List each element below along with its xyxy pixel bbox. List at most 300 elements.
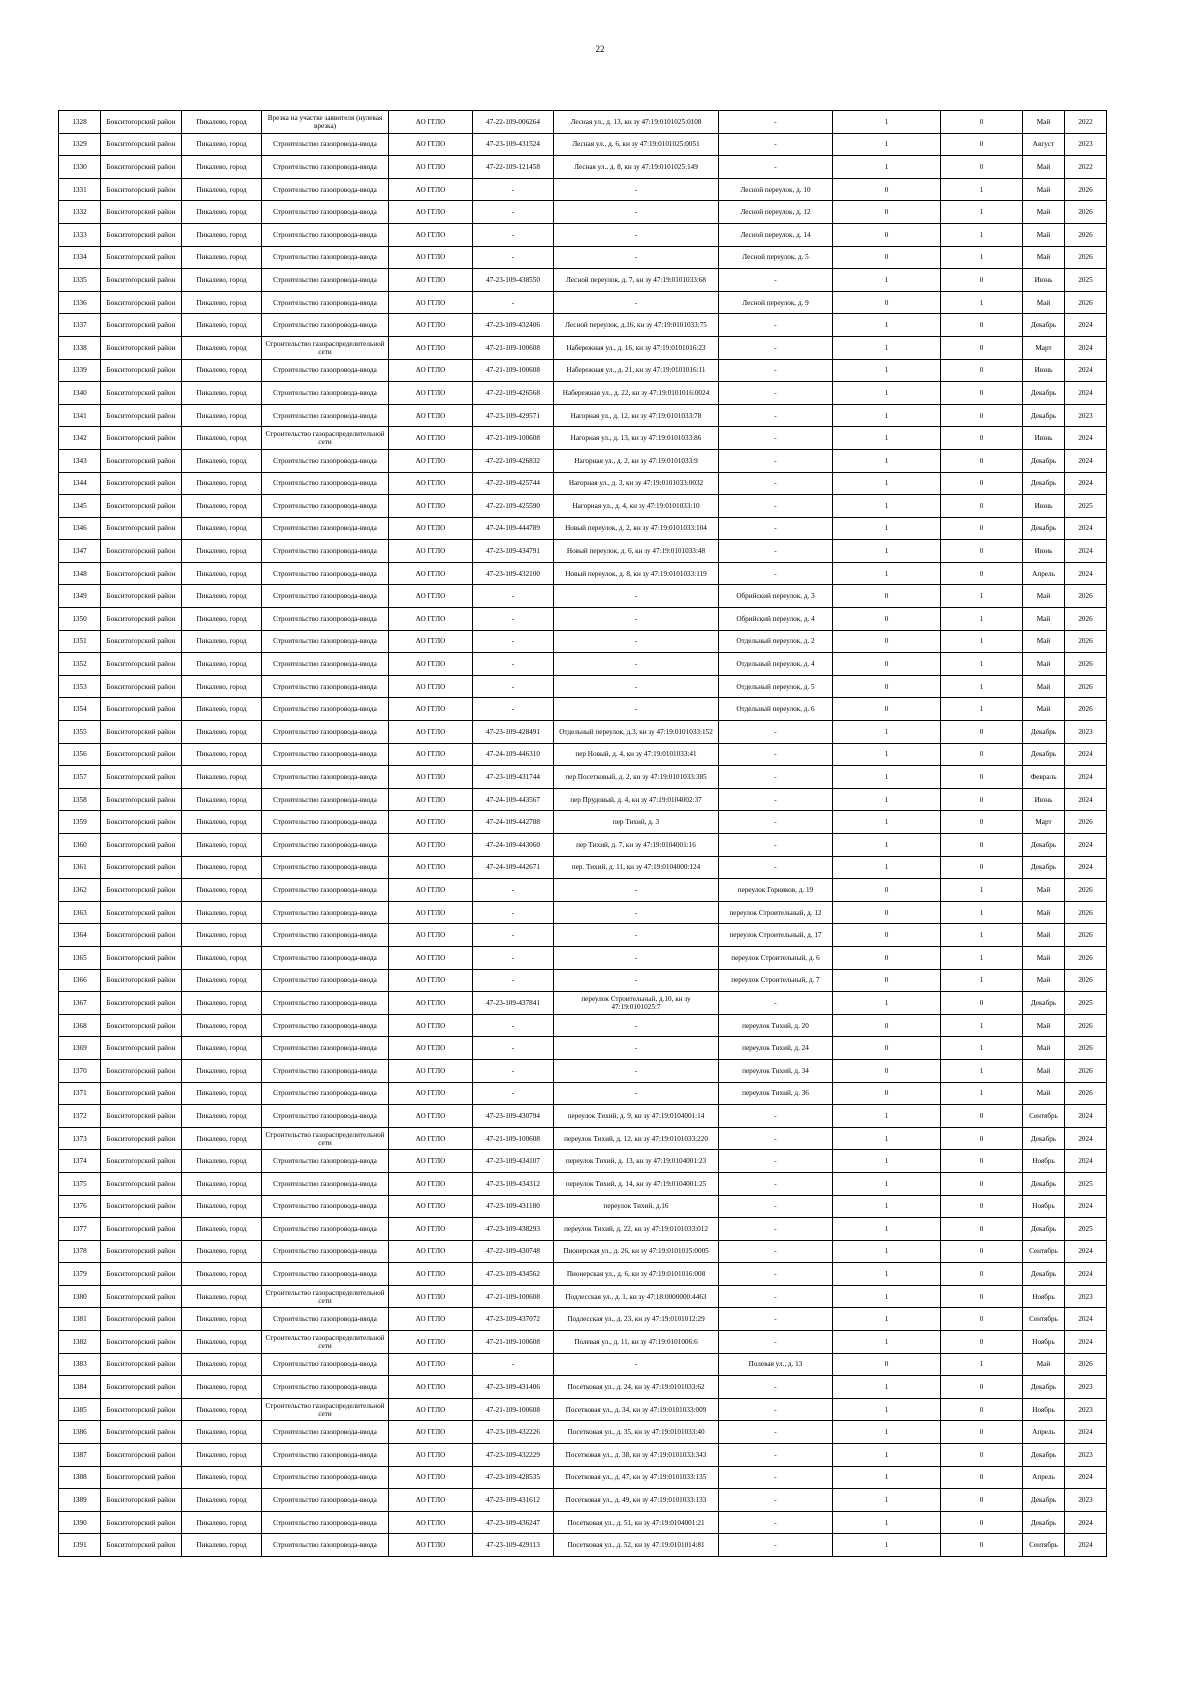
count-without-contract-cell: 0: [941, 314, 1023, 337]
table-row: [59, 834, 1107, 857]
count-without-contract-cell: 0: [941, 1466, 1023, 1489]
address-cell: -: [719, 1172, 833, 1195]
application-number-cell: -: [473, 291, 554, 314]
district-cell: Бокситогорский район: [101, 1444, 182, 1467]
address-cadastral-cell: Лесная ул., д. 6, кн зу 47:19:0101025:0051: [554, 133, 719, 156]
address-cell: -: [719, 766, 833, 789]
district-cell: Бокситогорский район: [101, 743, 182, 766]
count-without-contract-cell: 0: [941, 517, 1023, 540]
address-cell: -: [719, 517, 833, 540]
row-number-cell: 1335: [59, 269, 101, 292]
year-cell: 2025: [1065, 992, 1107, 1015]
count-with-contract-cell: 1: [833, 111, 941, 134]
table-row: [59, 1444, 1107, 1467]
count-without-contract-cell: 1: [941, 178, 1023, 201]
application-number-cell: 47-21-109-100608: [473, 336, 554, 359]
page-number: 22: [595, 44, 605, 54]
table-row: [59, 675, 1107, 698]
address-cadastral-cell: Посетковая ул., д. 49, кн зу 47:19:0101033:133: [554, 1489, 719, 1512]
count-with-contract-cell: 0: [833, 223, 941, 246]
count-with-contract-cell: 0: [833, 1353, 941, 1376]
month-cell: Март: [1023, 811, 1065, 834]
district-cell: Бокситогорский район: [101, 314, 182, 337]
address-cell: -: [719, 269, 833, 292]
count-with-contract-cell: 1: [833, 1127, 941, 1150]
application-number-cell: 47-23-109-434562: [473, 1263, 554, 1286]
month-cell: Май: [1023, 1059, 1065, 1082]
year-cell: 2024: [1065, 743, 1107, 766]
address-cadastral-cell: -: [554, 630, 719, 653]
count-with-contract-cell: 1: [833, 517, 941, 540]
row-number-cell: 1389: [59, 1489, 101, 1512]
work-type-cell: Строительство газопровода-ввода: [262, 608, 389, 631]
address-cell: -: [719, 856, 833, 879]
address-cell: Лесной переулок, д. 12: [719, 201, 833, 224]
district-cell: Бокситогорский район: [101, 449, 182, 472]
work-type-cell: Строительство газопровода-ввода: [262, 1444, 389, 1467]
address-cell: Лесной переулок, д. 14: [719, 223, 833, 246]
table-row: [59, 1421, 1107, 1444]
address-cell: Отдельный переулок, д. 2: [719, 630, 833, 653]
address-cell: -: [719, 1398, 833, 1421]
work-type-cell: Строительство газопровода-ввода: [262, 946, 389, 969]
year-cell: 2026: [1065, 630, 1107, 653]
work-type-cell: Строительство газопровода-ввода: [262, 721, 389, 744]
organization-cell: АО ГГЛО: [389, 585, 473, 608]
application-number-cell: -: [473, 946, 554, 969]
count-without-contract-cell: 1: [941, 901, 1023, 924]
organization-cell: АО ГГЛО: [389, 1308, 473, 1331]
work-type-cell: Строительство газопровода-ввода: [262, 856, 389, 879]
address-cadastral-cell: Пионерская ул., д. 26, кн зу 47:19:0101015:0005: [554, 1240, 719, 1263]
settlement-cell: Пикалево, город: [182, 1059, 262, 1082]
count-without-contract-cell: 0: [941, 788, 1023, 811]
year-cell: 2023: [1065, 1489, 1107, 1512]
count-without-contract-cell: 1: [941, 924, 1023, 947]
count-without-contract-cell: 0: [941, 449, 1023, 472]
application-number-cell: 47-22-109-121458: [473, 156, 554, 179]
application-number-cell: 47-24-109-443567: [473, 788, 554, 811]
count-without-contract-cell: 1: [941, 608, 1023, 631]
count-without-contract-cell: 1: [941, 201, 1023, 224]
count-without-contract-cell: 0: [941, 766, 1023, 789]
address-cadastral-cell: Новый переулок, д. 2, кн зу 47:19:0101033:104: [554, 517, 719, 540]
year-cell: 2024: [1065, 382, 1107, 405]
settlement-cell: Пикалево, город: [182, 1014, 262, 1037]
work-type-cell: Строительство газопровода-ввода: [262, 992, 389, 1015]
count-without-contract-cell: 0: [941, 743, 1023, 766]
count-without-contract-cell: 0: [941, 1105, 1023, 1128]
work-type-cell: Строительство газопровода-ввода: [262, 540, 389, 563]
application-number-cell: 47-22-109-425590: [473, 495, 554, 518]
settlement-cell: Пикалево, город: [182, 314, 262, 337]
count-with-contract-cell: 1: [833, 1444, 941, 1467]
address-cadastral-cell: -: [554, 201, 719, 224]
year-cell: 2024: [1065, 1511, 1107, 1534]
settlement-cell: Пикалево, город: [182, 1511, 262, 1534]
application-number-cell: 47-24-109-442671: [473, 856, 554, 879]
address-cell: Лесной переулок, д. 10: [719, 178, 833, 201]
district-cell: Бокситогорский район: [101, 1511, 182, 1534]
work-type-cell: Строительство газопровода-ввода: [262, 1014, 389, 1037]
table-row: [59, 721, 1107, 744]
district-cell: Бокситогорский район: [101, 291, 182, 314]
district-cell: Бокситогорский район: [101, 336, 182, 359]
organization-cell: АО ГГЛО: [389, 1150, 473, 1173]
district-cell: Бокситогорский район: [101, 924, 182, 947]
table-row: [59, 1398, 1107, 1421]
count-with-contract-cell: 1: [833, 856, 941, 879]
district-cell: Бокситогорский район: [101, 946, 182, 969]
count-without-contract-cell: 0: [941, 1511, 1023, 1534]
row-number-cell: 1376: [59, 1195, 101, 1218]
settlement-cell: Пикалево, город: [182, 1489, 262, 1512]
district-cell: Бокситогорский район: [101, 901, 182, 924]
organization-cell: АО ГГЛО: [389, 1489, 473, 1512]
work-type-cell: Строительство газопровода-ввода: [262, 404, 389, 427]
row-number-cell: 1351: [59, 630, 101, 653]
month-cell: Декабрь: [1023, 382, 1065, 405]
month-cell: Май: [1023, 156, 1065, 179]
application-number-cell: -: [473, 630, 554, 653]
count-with-contract-cell: 0: [833, 675, 941, 698]
table-row: [59, 1059, 1107, 1082]
address-cadastral-cell: переулок Тихий, д. 13, кн зу 47:19:0104001:23: [554, 1150, 719, 1173]
work-type-cell: Строительство газопровода-ввода: [262, 1466, 389, 1489]
district-cell: Бокситогорский район: [101, 1082, 182, 1105]
count-with-contract-cell: 1: [833, 1331, 941, 1354]
address-cell: -: [719, 133, 833, 156]
row-number-cell: 1333: [59, 223, 101, 246]
count-without-contract-cell: 1: [941, 1082, 1023, 1105]
application-number-cell: 47-23-109-431406: [473, 1376, 554, 1399]
address-cadastral-cell: -: [554, 698, 719, 721]
organization-cell: АО ГГЛО: [389, 495, 473, 518]
address-cell: -: [719, 1489, 833, 1512]
work-type-cell: Строительство газопровода-ввода: [262, 133, 389, 156]
count-with-contract-cell: 0: [833, 1014, 941, 1037]
table-row: [59, 946, 1107, 969]
address-cadastral-cell: Отдельный переулок, д.3, кн зу 47:19:0101033:152: [554, 721, 719, 744]
settlement-cell: Пикалево, город: [182, 969, 262, 992]
application-number-cell: 47-23-109-438550: [473, 269, 554, 292]
count-with-contract-cell: 0: [833, 178, 941, 201]
work-type-cell: Строительство газопровода-ввода: [262, 1172, 389, 1195]
application-number-cell: 47-22-109-426832: [473, 449, 554, 472]
address-cadastral-cell: Полевая ул., д. 11, кн зу 47:19:0101006:6: [554, 1331, 719, 1354]
organization-cell: АО ГГЛО: [389, 1398, 473, 1421]
application-number-cell: 47-23-109-437072: [473, 1308, 554, 1331]
address-cell: -: [719, 721, 833, 744]
address-cadastral-cell: Нагорная ул., д. 4, кн зу 47:19:0101033:10: [554, 495, 719, 518]
address-cell: -: [719, 336, 833, 359]
address-cadastral-cell: Посетковая ул., д. 51, кн зу 47:19:0104001:21: [554, 1511, 719, 1534]
count-without-contract-cell: 0: [941, 1172, 1023, 1195]
address-cell: -: [719, 1511, 833, 1534]
settlement-cell: Пикалево, город: [182, 1398, 262, 1421]
count-without-contract-cell: 0: [941, 1489, 1023, 1512]
count-with-contract-cell: 0: [833, 946, 941, 969]
district-cell: Бокситогорский район: [101, 585, 182, 608]
work-type-cell: Строительство газопровода-ввода: [262, 1240, 389, 1263]
district-cell: Бокситогорский район: [101, 1421, 182, 1444]
work-type-cell: Строительство газопровода-ввода: [262, 1376, 389, 1399]
count-with-contract-cell: 0: [833, 585, 941, 608]
address-cell: -: [719, 1534, 833, 1557]
organization-cell: АО ГГЛО: [389, 879, 473, 902]
application-number-cell: 47-24-109-444789: [473, 517, 554, 540]
work-type-cell: Строительство газораспределительной сети: [262, 427, 389, 450]
count-with-contract-cell: 1: [833, 766, 941, 789]
application-number-cell: 47-23-109-430794: [473, 1105, 554, 1128]
settlement-cell: Пикалево, город: [182, 834, 262, 857]
month-cell: Май: [1023, 246, 1065, 269]
table-row: [59, 1105, 1107, 1128]
month-cell: Ноябрь: [1023, 1331, 1065, 1354]
count-without-contract-cell: 1: [941, 1037, 1023, 1060]
organization-cell: АО ГГЛО: [389, 721, 473, 744]
count-without-contract-cell: 0: [941, 1285, 1023, 1308]
table-row: [59, 901, 1107, 924]
count-without-contract-cell: 0: [941, 856, 1023, 879]
settlement-cell: Пикалево, город: [182, 201, 262, 224]
address-cadastral-cell: переулок Тихий, д.16: [554, 1195, 719, 1218]
year-cell: 2024: [1065, 1331, 1107, 1354]
month-cell: Май: [1023, 924, 1065, 947]
settlement-cell: Пикалево, город: [182, 449, 262, 472]
year-cell: 2024: [1065, 1534, 1107, 1557]
count-without-contract-cell: 0: [941, 721, 1023, 744]
year-cell: 2026: [1065, 1353, 1107, 1376]
settlement-cell: Пикалево, город: [182, 178, 262, 201]
organization-cell: АО ГГЛО: [389, 1172, 473, 1195]
count-without-contract-cell: 0: [941, 1534, 1023, 1557]
year-cell: 2023: [1065, 404, 1107, 427]
month-cell: Май: [1023, 675, 1065, 698]
address-cadastral-cell: переулок Тихий, д. 9, кн зу 47:19:0104001:14: [554, 1105, 719, 1128]
count-with-contract-cell: 0: [833, 1059, 941, 1082]
row-number-cell: 1347: [59, 540, 101, 563]
count-with-contract-cell: 0: [833, 291, 941, 314]
address-cadastral-cell: -: [554, 178, 719, 201]
year-cell: 2026: [1065, 969, 1107, 992]
count-with-contract-cell: 1: [833, 1218, 941, 1241]
settlement-cell: Пикалево, город: [182, 291, 262, 314]
application-number-cell: -: [473, 585, 554, 608]
row-number-cell: 1378: [59, 1240, 101, 1263]
row-number-cell: 1354: [59, 698, 101, 721]
year-cell: 2024: [1065, 314, 1107, 337]
row-number-cell: 1361: [59, 856, 101, 879]
row-number-cell: 1382: [59, 1331, 101, 1354]
district-cell: Бокситогорский район: [101, 1466, 182, 1489]
count-without-contract-cell: 1: [941, 879, 1023, 902]
month-cell: Декабрь: [1023, 743, 1065, 766]
count-without-contract-cell: 0: [941, 811, 1023, 834]
count-without-contract-cell: 1: [941, 1353, 1023, 1376]
year-cell: 2026: [1065, 879, 1107, 902]
count-without-contract-cell: 0: [941, 1195, 1023, 1218]
settlement-cell: Пикалево, город: [182, 1534, 262, 1557]
address-cadastral-cell: Нагорная ул., д. 12, кн зу 47:19:0101033:78: [554, 404, 719, 427]
row-number-cell: 1332: [59, 201, 101, 224]
year-cell: 2026: [1065, 698, 1107, 721]
district-cell: Бокситогорский район: [101, 1127, 182, 1150]
row-number-cell: 1368: [59, 1014, 101, 1037]
address-cadastral-cell: переулок Тихий, д. 22, кн зу 47:19:0101033:012: [554, 1218, 719, 1241]
count-with-contract-cell: 1: [833, 449, 941, 472]
organization-cell: АО ГГЛО: [389, 1105, 473, 1128]
year-cell: 2025: [1065, 1218, 1107, 1241]
count-with-contract-cell: 1: [833, 1308, 941, 1331]
organization-cell: АО ГГЛО: [389, 608, 473, 631]
month-cell: Май: [1023, 901, 1065, 924]
table-row: [59, 1489, 1107, 1512]
settlement-cell: Пикалево, город: [182, 901, 262, 924]
address-cadastral-cell: -: [554, 1082, 719, 1105]
settlement-cell: Пикалево, город: [182, 1195, 262, 1218]
table-row: [59, 562, 1107, 585]
count-with-contract-cell: 1: [833, 721, 941, 744]
row-number-cell: 1386: [59, 1421, 101, 1444]
organization-cell: АО ГГЛО: [389, 743, 473, 766]
settlement-cell: Пикалево, город: [182, 111, 262, 134]
application-number-cell: -: [473, 901, 554, 924]
organization-cell: АО ГГЛО: [389, 1285, 473, 1308]
organization-cell: АО ГГЛО: [389, 1511, 473, 1534]
work-type-cell: Строительство газопровода-ввода: [262, 562, 389, 585]
year-cell: 2026: [1065, 1059, 1107, 1082]
address-cell: -: [719, 1285, 833, 1308]
settlement-cell: Пикалево, город: [182, 675, 262, 698]
settlement-cell: Пикалево, город: [182, 1218, 262, 1241]
application-number-cell: 47-21-109-100608: [473, 1398, 554, 1421]
work-type-cell: Строительство газопровода-ввода: [262, 314, 389, 337]
table-row: [59, 540, 1107, 563]
count-with-contract-cell: 1: [833, 1285, 941, 1308]
district-cell: Бокситогорский район: [101, 1534, 182, 1557]
count-with-contract-cell: 0: [833, 1082, 941, 1105]
row-number-cell: 1365: [59, 946, 101, 969]
work-type-cell: Строительство газопровода-ввода: [262, 291, 389, 314]
application-number-cell: 47-22-109-426568: [473, 382, 554, 405]
row-number-cell: 1369: [59, 1037, 101, 1060]
settlement-cell: Пикалево, город: [182, 246, 262, 269]
row-number-cell: 1370: [59, 1059, 101, 1082]
address-cell: -: [719, 1105, 833, 1128]
address-cell: -: [719, 743, 833, 766]
row-number-cell: 1372: [59, 1105, 101, 1128]
count-with-contract-cell: 0: [833, 969, 941, 992]
year-cell: 2024: [1065, 359, 1107, 382]
address-cadastral-cell: -: [554, 246, 719, 269]
district-cell: Бокситогорский район: [101, 1398, 182, 1421]
row-number-cell: 1377: [59, 1218, 101, 1241]
year-cell: 2024: [1065, 1421, 1107, 1444]
table-row: [59, 1127, 1107, 1150]
address-cell: переулок Тихий, д. 24: [719, 1037, 833, 1060]
work-type-cell: Строительство газопровода-ввода: [262, 698, 389, 721]
month-cell: Декабрь: [1023, 449, 1065, 472]
organization-cell: АО ГГЛО: [389, 246, 473, 269]
count-without-contract-cell: 0: [941, 1421, 1023, 1444]
count-without-contract-cell: 0: [941, 404, 1023, 427]
address-cell: -: [719, 1218, 833, 1241]
year-cell: 2026: [1065, 1037, 1107, 1060]
settlement-cell: Пикалево, город: [182, 472, 262, 495]
application-number-cell: 47-23-109-438293: [473, 1218, 554, 1241]
application-number-cell: -: [473, 223, 554, 246]
year-cell: 2023: [1065, 721, 1107, 744]
address-cell: Полевая ул., д. 13: [719, 1353, 833, 1376]
settlement-cell: Пикалево, город: [182, 269, 262, 292]
row-number-cell: 1349: [59, 585, 101, 608]
district-cell: Бокситогорский район: [101, 178, 182, 201]
address-cell: -: [719, 156, 833, 179]
work-type-cell: Врезка на участке заявителя (нулевая врезка): [262, 111, 389, 134]
count-without-contract-cell: 0: [941, 1150, 1023, 1173]
address-cell: переулок Строительный, д. 12: [719, 901, 833, 924]
count-with-contract-cell: 0: [833, 630, 941, 653]
organization-cell: АО ГГЛО: [389, 856, 473, 879]
work-type-cell: Строительство газопровода-ввода: [262, 1059, 389, 1082]
month-cell: Декабрь: [1023, 834, 1065, 857]
row-number-cell: 1338: [59, 336, 101, 359]
count-without-contract-cell: 0: [941, 156, 1023, 179]
table-row: [59, 1014, 1107, 1037]
row-number-cell: 1342: [59, 427, 101, 450]
work-type-cell: Строительство газопровода-ввода: [262, 246, 389, 269]
year-cell: 2025: [1065, 269, 1107, 292]
count-without-contract-cell: 0: [941, 472, 1023, 495]
row-number-cell: 1385: [59, 1398, 101, 1421]
district-cell: Бокситогорский район: [101, 1014, 182, 1037]
district-cell: Бокситогорский район: [101, 653, 182, 676]
table-row: [59, 1172, 1107, 1195]
address-cell: -: [719, 472, 833, 495]
settlement-cell: Пикалево, город: [182, 1444, 262, 1467]
month-cell: Март: [1023, 336, 1065, 359]
row-number-cell: 1371: [59, 1082, 101, 1105]
table-row: [59, 111, 1107, 134]
organization-cell: АО ГГЛО: [389, 698, 473, 721]
settlement-cell: Пикалево, город: [182, 856, 262, 879]
table-row: [59, 879, 1107, 902]
organization-cell: АО ГГЛО: [389, 404, 473, 427]
district-cell: Бокситогорский район: [101, 495, 182, 518]
year-cell: 2024: [1065, 427, 1107, 450]
organization-cell: АО ГГЛО: [389, 133, 473, 156]
month-cell: Сентябрь: [1023, 1105, 1065, 1128]
settlement-cell: Пикалево, город: [182, 1150, 262, 1173]
month-cell: Апрель: [1023, 562, 1065, 585]
organization-cell: АО ГГЛО: [389, 675, 473, 698]
count-without-contract-cell: 1: [941, 969, 1023, 992]
count-without-contract-cell: 0: [941, 1308, 1023, 1331]
year-cell: 2024: [1065, 1240, 1107, 1263]
organization-cell: АО ГГЛО: [389, 1421, 473, 1444]
address-cell: -: [719, 449, 833, 472]
organization-cell: АО ГГЛО: [389, 1037, 473, 1060]
district-cell: Бокситогорский район: [101, 517, 182, 540]
address-cadastral-cell: Лесной переулок, д. 7, кн зу 47:19:0101033:68: [554, 269, 719, 292]
settlement-cell: Пикалево, город: [182, 721, 262, 744]
district-cell: Бокситогорский район: [101, 1037, 182, 1060]
address-cadastral-cell: Посетковая ул., д. 24, кн зу 47:19:0101033:62: [554, 1376, 719, 1399]
work-type-cell: Строительство газопровода-ввода: [262, 1218, 389, 1241]
address-cadastral-cell: пер Посетковый, д. 2, кн зу 47:19:0101033:385: [554, 766, 719, 789]
table-row: [59, 1240, 1107, 1263]
